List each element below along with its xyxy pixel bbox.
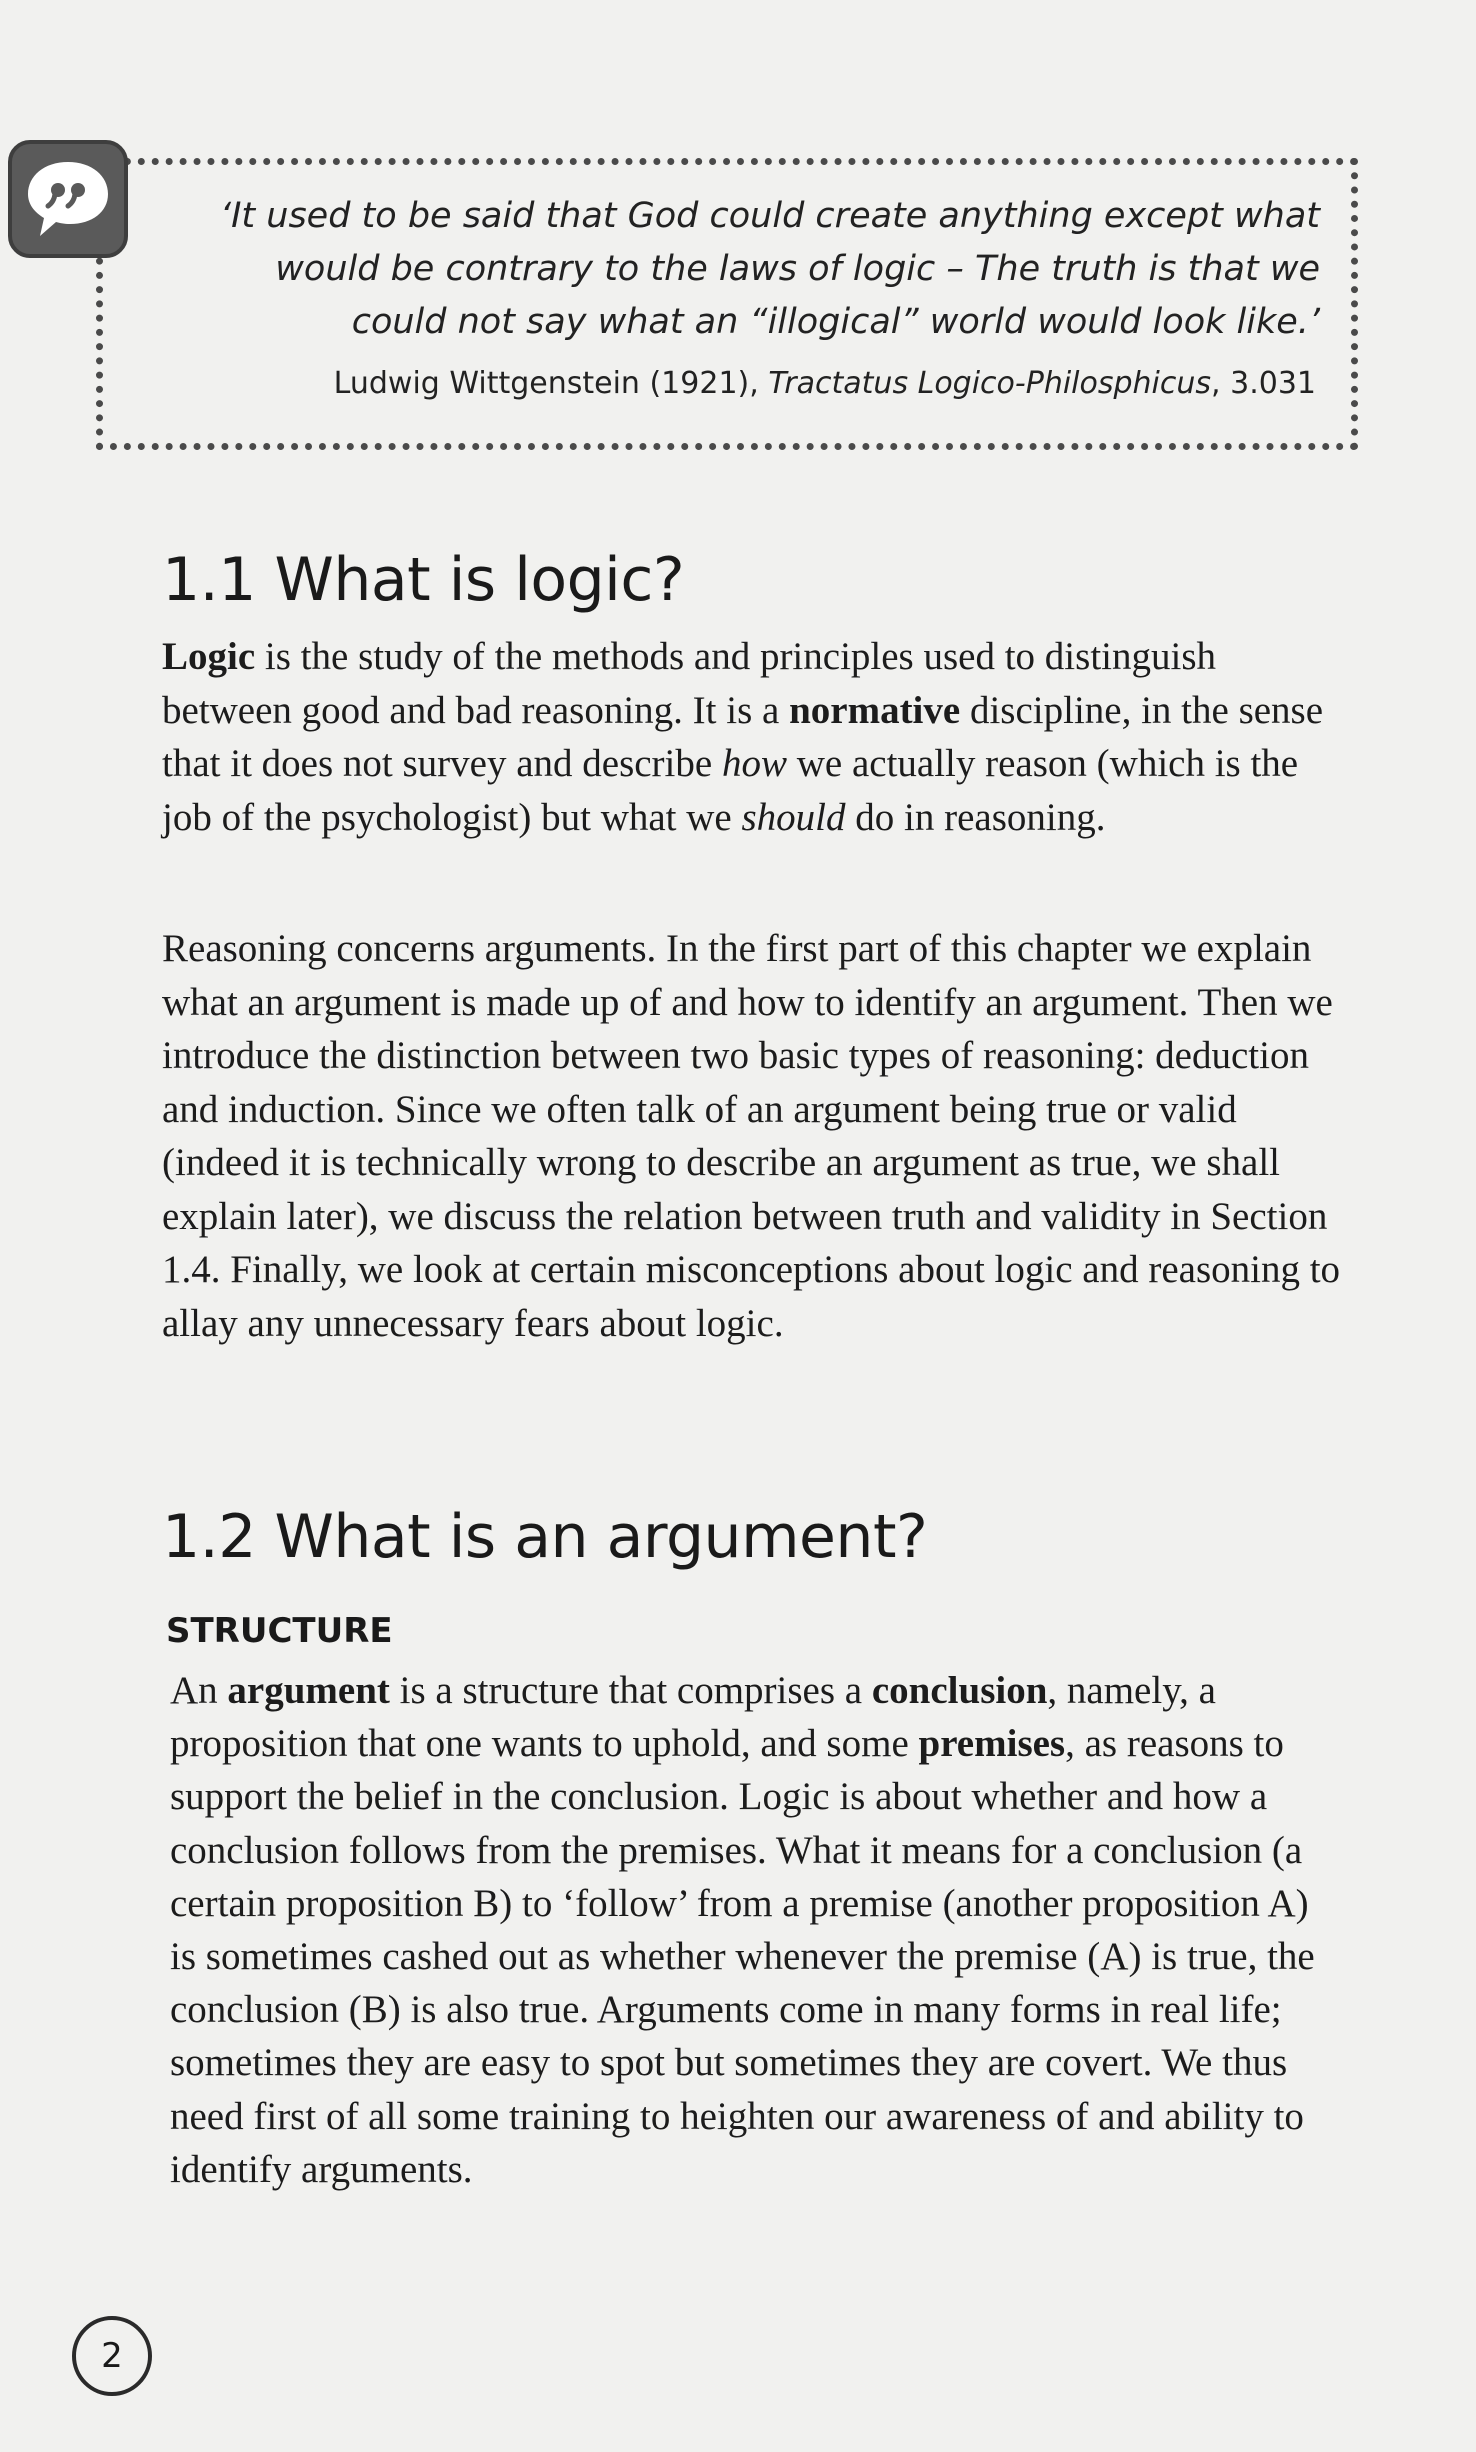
term-premises: premises — [918, 1722, 1066, 1766]
text-run: , namely, a proposition that one wants to uphold, and some — [170, 1669, 1216, 1766]
term-normative: normative — [789, 688, 961, 732]
text-run: is a structure that comprises a — [389, 1669, 872, 1712]
speech-bubble-quote-icon-glyph — [22, 156, 114, 242]
quote-text — [150, 190, 1320, 349]
section-heading-what-is-logic: 1.1 What is logic? — [162, 545, 685, 615]
emphasis-how: how — [721, 742, 787, 785]
quote-work: Tractatus Logico-Philosphicus — [768, 366, 1212, 401]
subheading-structure: STRUCTURE — [166, 1611, 393, 1651]
speech-bubble-quote-icon — [8, 140, 128, 258]
quote-line: ‘It used to be said that God could create anything except what — [219, 196, 1320, 236]
term-conclusion: conclusion — [871, 1669, 1048, 1712]
text-run: is the study of the methods and principles used to distinguish between good and bad reasoning. It is a — [162, 635, 1217, 732]
paragraph-argument-definition — [170, 1664, 1342, 2196]
quote-author: Ludwig Wittgenstein (1921), — [333, 366, 769, 401]
paragraph-logic-definition — [162, 630, 1342, 844]
quote-line: would be contrary to the laws of logic – The truth is that we — [275, 249, 1320, 289]
quote-section: , 3.031 — [1211, 366, 1316, 401]
emphasis-should: should — [741, 795, 846, 839]
term-argument: argument — [227, 1669, 390, 1712]
text-run: , as reasons to support the belief in the conclusion. Logic is about whether and how a conclusion follows from the premises. What it means for a conclusion (a certain proposition B) to ‘follow’ from a premise (another proposition A) is sometimes cashed out as whether whenever the premise (A) is true, the conclusion (B) is also true. Arguments come in many forms in real life; sometimes they are easy to spot but sometimes they are covert. We thus need first of all some training to heighten our awareness of and ability to identify arguments. — [170, 1722, 1315, 2191]
term-logic: Logic — [162, 635, 256, 678]
text-run: An — [170, 1669, 228, 1712]
text-run: we actually reason (which is the job of the psychologist) but what we — [162, 742, 1299, 839]
text-run: discipline, in the sense that it does not survey and describe — [162, 688, 1324, 785]
quote-line: could not say what an “illogical” world would look like.’ — [351, 302, 1320, 342]
quote-source — [150, 366, 1316, 401]
paragraph-chapter-overview: Reasoning concerns arguments. In the first part of this chapter we explain what an argument is made up of and how to identify an argument. Then we introduce the distinction between two basic types of reasoning: deduction and induction. Since we often talk of an argument being true or valid (indeed it is technically wrong to describe an argument as true, we shall explain later), we discuss the relation between truth and validity in Section 1.4. Finally, we look at certain misconceptions about logic and reasoning to allay any unnecessary fears about logic. — [162, 927, 1341, 1345]
page-number: 2 — [72, 2316, 152, 2396]
section-heading-what-is-an-argument: 1.2 What is an argument? — [162, 1502, 928, 1572]
text-run: do in reasoning. — [845, 795, 1106, 839]
